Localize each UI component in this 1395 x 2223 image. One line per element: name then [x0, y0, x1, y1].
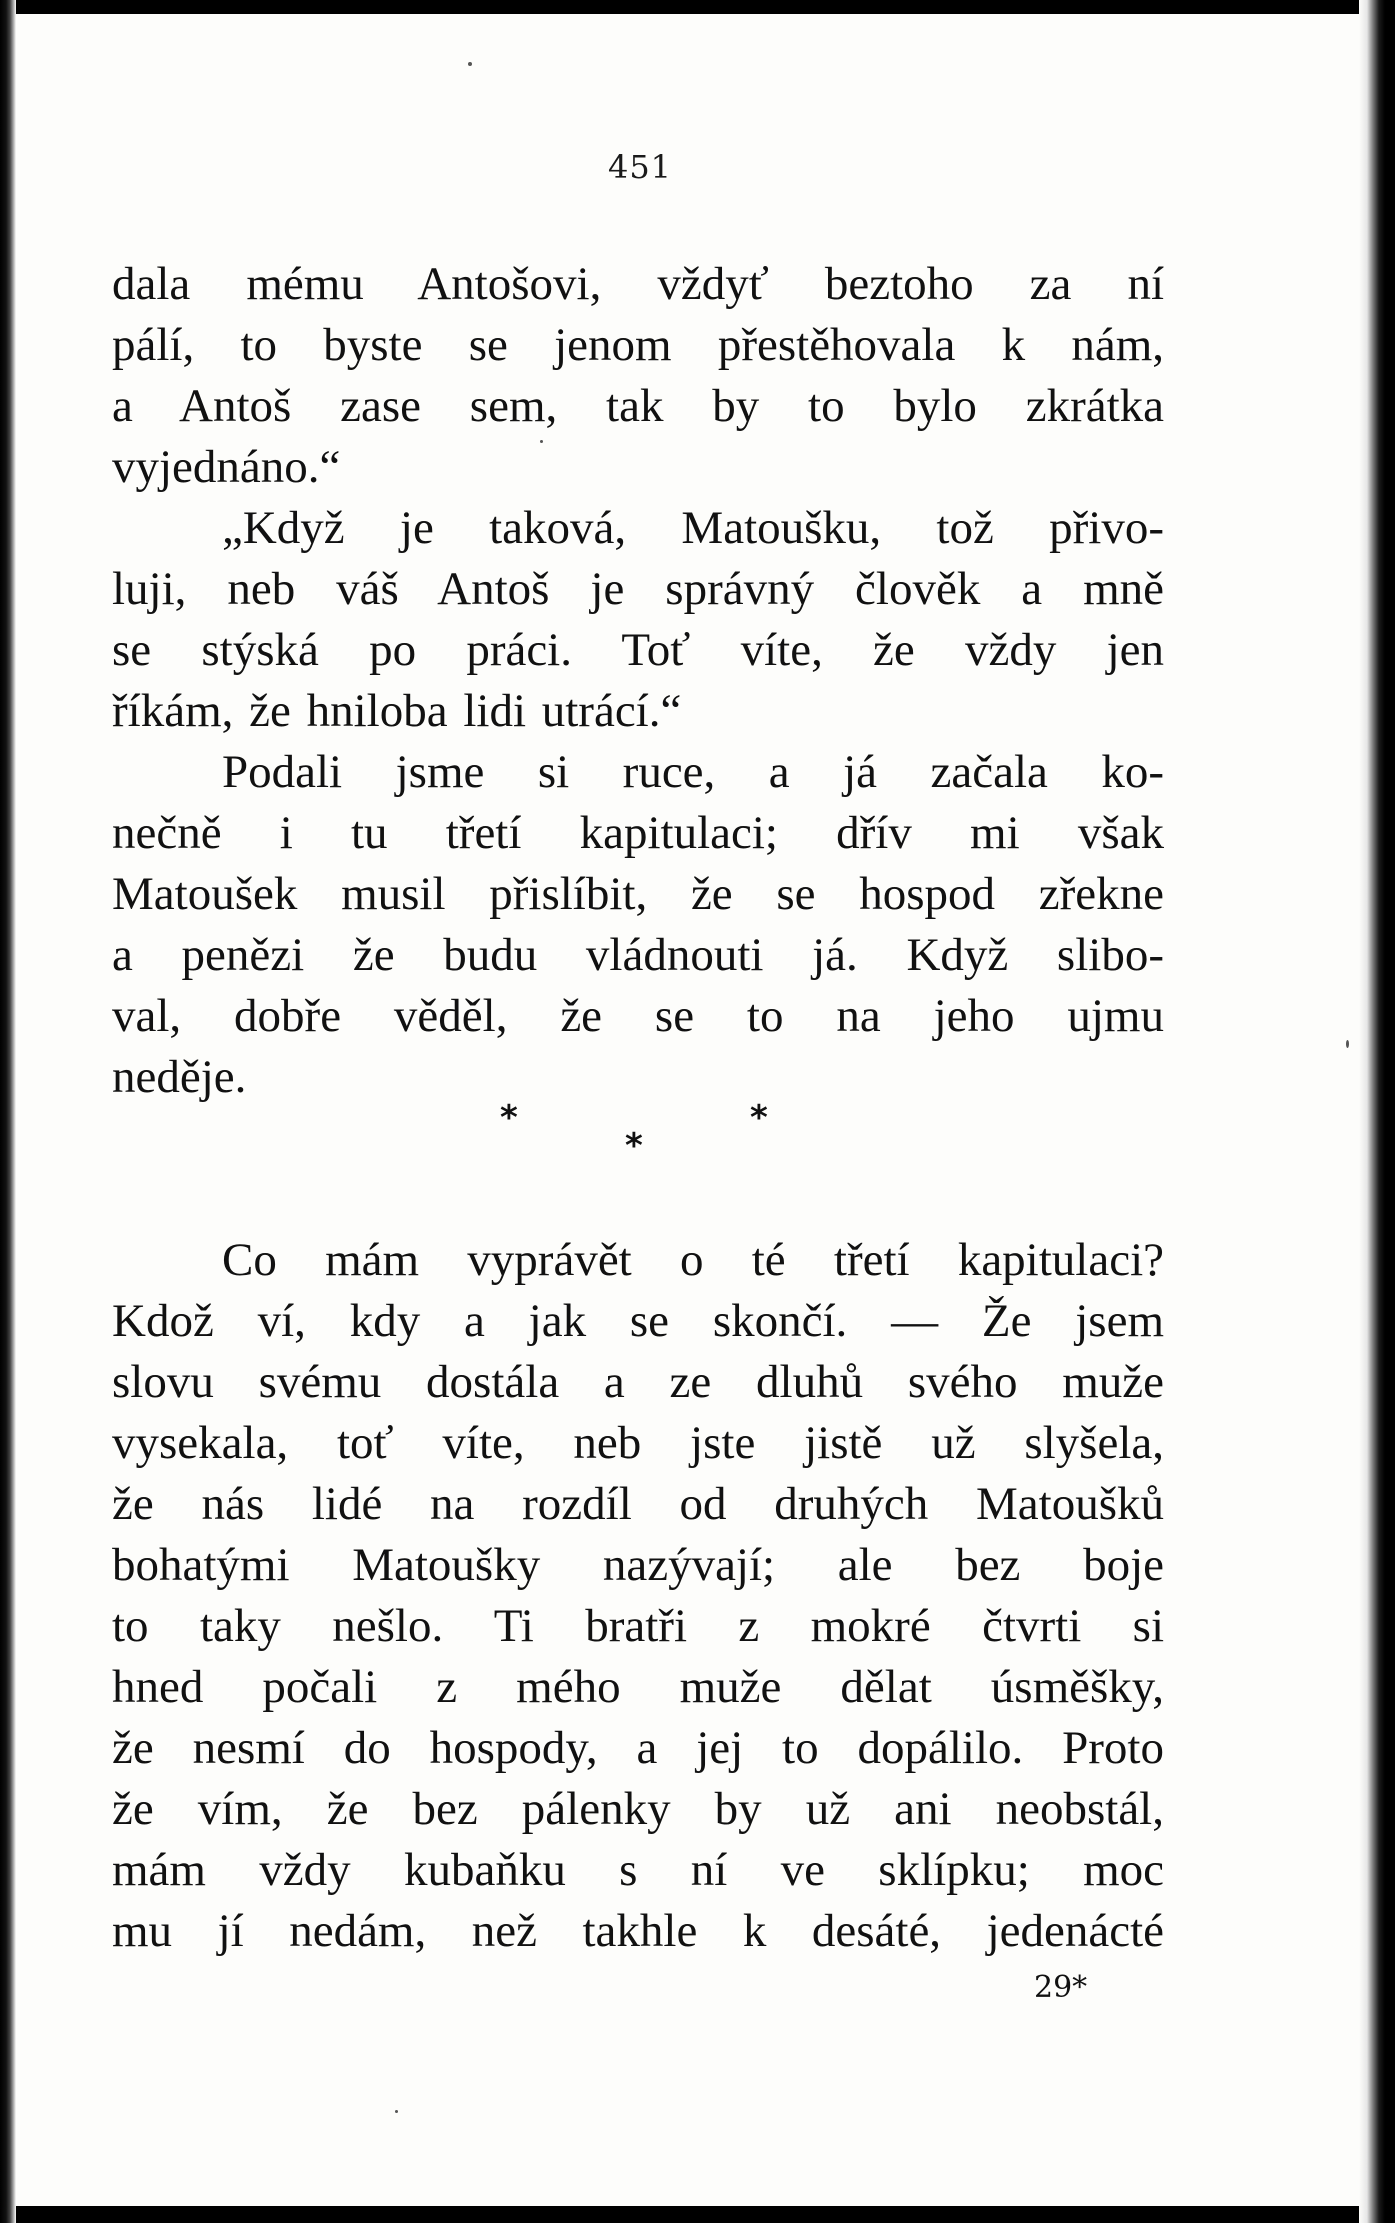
text-line: a Antoš zase sem, tak by to bylo zkrátka — [112, 380, 1164, 432]
text-line: bohatými Matoušky nazývají; ale bez boje — [112, 1539, 1164, 1591]
text-line: val, dobře věděl, že se to na jeho ujmu — [112, 990, 1164, 1042]
section-separator — [470, 1098, 800, 1188]
dust-speck — [1346, 1040, 1349, 1048]
text-line: to taky nešlo. Ti bratři z mokré čtvrti si — [112, 1600, 1164, 1652]
text-block-lower — [112, 1230, 1164, 1962]
dust-speck — [468, 62, 472, 66]
text-line: „Když je taková, Matoušku, tož přivo- — [222, 502, 1164, 554]
text-line: vyjednáno.“ — [112, 441, 341, 493]
text-line: že nás lidé na rozdíl od druhých Matoušků — [112, 1478, 1164, 1530]
separator-star: * — [750, 1098, 768, 1138]
text-line: říkám, že hniloba lidi utrácí.“ — [112, 685, 682, 737]
text-line: slovu svému dostála a ze dluhů svého muže — [112, 1356, 1164, 1408]
signature-mark: 29* — [1034, 1970, 1088, 2005]
text-line: se stýská po práci. Toť víte, že vždy jen — [112, 624, 1164, 676]
text-block-upper — [112, 254, 1164, 1108]
text-line: Co mám vyprávět o té třetí kapitulaci? — [222, 1234, 1164, 1286]
dust-speck — [540, 440, 543, 443]
text-line: Matoušek musil přislíbit, že se hospod zřekne — [112, 868, 1164, 920]
separator-star: * — [500, 1098, 518, 1138]
text-line: hned počali z mého muže dělat úsměšky, — [112, 1661, 1164, 1713]
left-page-edge — [0, 0, 16, 2223]
text-line: dala mému Antošovi, vždyť beztoho za ní — [112, 258, 1164, 310]
text-line: mu jí nedám, než takhle k desáté, jedenácté — [112, 1905, 1164, 1957]
text-line: neděje. — [112, 1051, 247, 1103]
text-line: Podali jsme si ruce, a já začala ko- — [222, 746, 1164, 798]
text-line: že nesmí do hospody, a jej to dopálilo. Proto — [112, 1722, 1164, 1774]
text-line: nečně i tu třetí kapitulaci; dřív mi však — [112, 807, 1164, 859]
separator-star: * — [625, 1126, 643, 1166]
right-page-edge — [1359, 0, 1395, 2223]
text-line: že vím, že bez pálenky by už ani neobstál, — [112, 1783, 1164, 1835]
text-line: Kdož ví, kdy a jak se skončí. — Že jsem — [112, 1295, 1164, 1347]
text-line: luji, neb váš Antoš je správný člověk a mně — [112, 563, 1164, 615]
page-number: 451 — [607, 148, 673, 186]
text-line: mám vždy kubaňku s ní ve sklípku; moc — [112, 1844, 1164, 1896]
text-line: a penězi že budu vládnouti já. Když slibo- — [112, 929, 1164, 981]
text-line: vysekala, toť víte, neb jste jistě už slyšela, — [112, 1417, 1164, 1469]
text-line: pálí, to byste se jenom přestěhovala k nám, — [112, 319, 1164, 371]
dust-speck — [395, 2110, 398, 2113]
